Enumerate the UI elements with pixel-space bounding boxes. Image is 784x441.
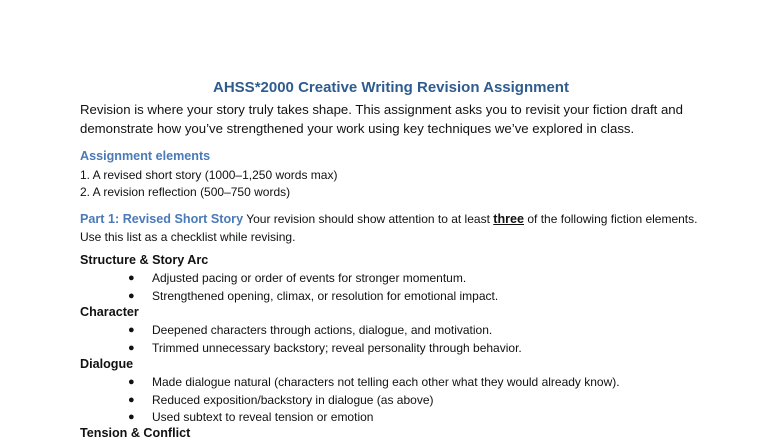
section-heading-structure: Structure & Story Arc (80, 253, 209, 267)
assignment-elements-list (80, 167, 337, 201)
intro-paragraph: Revision is where your story truly takes shape. This assignment asks you to revisit your fiction draft and demonstrate how you’ve strengthened your work using key techniques we’ve explored in class. (80, 102, 683, 136)
bullet-icon: ● (128, 393, 135, 406)
part1-text-before: Your revision should show attention to at least (243, 212, 494, 226)
document-page: AHSS*2000 Creative Writing Revision Assignment Revision is where your story truly takes shape. This assignment asks you to revisit your fiction draft and demonstrate how you’ve strengthened your work using key techniques we’ve explored in class. Assignment elements 1. A revised short story (1000–1,250 words max) 2. A revision reflection (500–750 words) Part 1: Revised Short Story Your revision should show attention to at least three of the following fiction elements. Use this list as a checklist while revising. Structure & Story Arc ● Adjusted pacing or order of events for stronger momentum. ● Strengthened opening, climax, or resolution for emotional impact. Character ● Deepened characters through actions, dialogue, and motivation. ● Trimmed unnecessary backstory; reveal personality through behavior. Dialogue ● Made dialogue natural (characters not telling each other what they would already know). ● Reduced exposition/backstory in dialogue (as above) ● Used subtext to reveal tension or emotion Tension & Conflict (80, 0, 760, 441)
part1-paragraph (80, 210, 720, 246)
bullet-icon: ● (128, 376, 135, 388)
bullet-icon: ● (128, 289, 135, 302)
part1-heading: Part 1: Revised Short Story (80, 212, 244, 226)
bullet-icon: ● (128, 411, 135, 423)
section-heading-dialogue: Dialogue (80, 357, 134, 371)
bullet-icon: ● (128, 341, 135, 354)
list-item: 2. A revision reflection (500–750 words) (80, 185, 291, 199)
document-title: AHSS*2000 Creative Writing Revision Assignment (213, 79, 569, 96)
part1-emphasis: three (493, 212, 525, 226)
section-heading-character: Character (80, 305, 139, 319)
bullet-icon: ● (128, 272, 135, 284)
part1-text-after: of the following fiction elements. Use this list as a checklist while revising. (80, 212, 698, 244)
list-item: 1. A revised short story (1000–1,250 words max) (80, 168, 338, 182)
section-heading-tension: Tension & Conflict (80, 426, 191, 440)
bullet-icon: ● (128, 324, 135, 336)
assignment-elements-heading: Assignment elements (80, 149, 211, 163)
